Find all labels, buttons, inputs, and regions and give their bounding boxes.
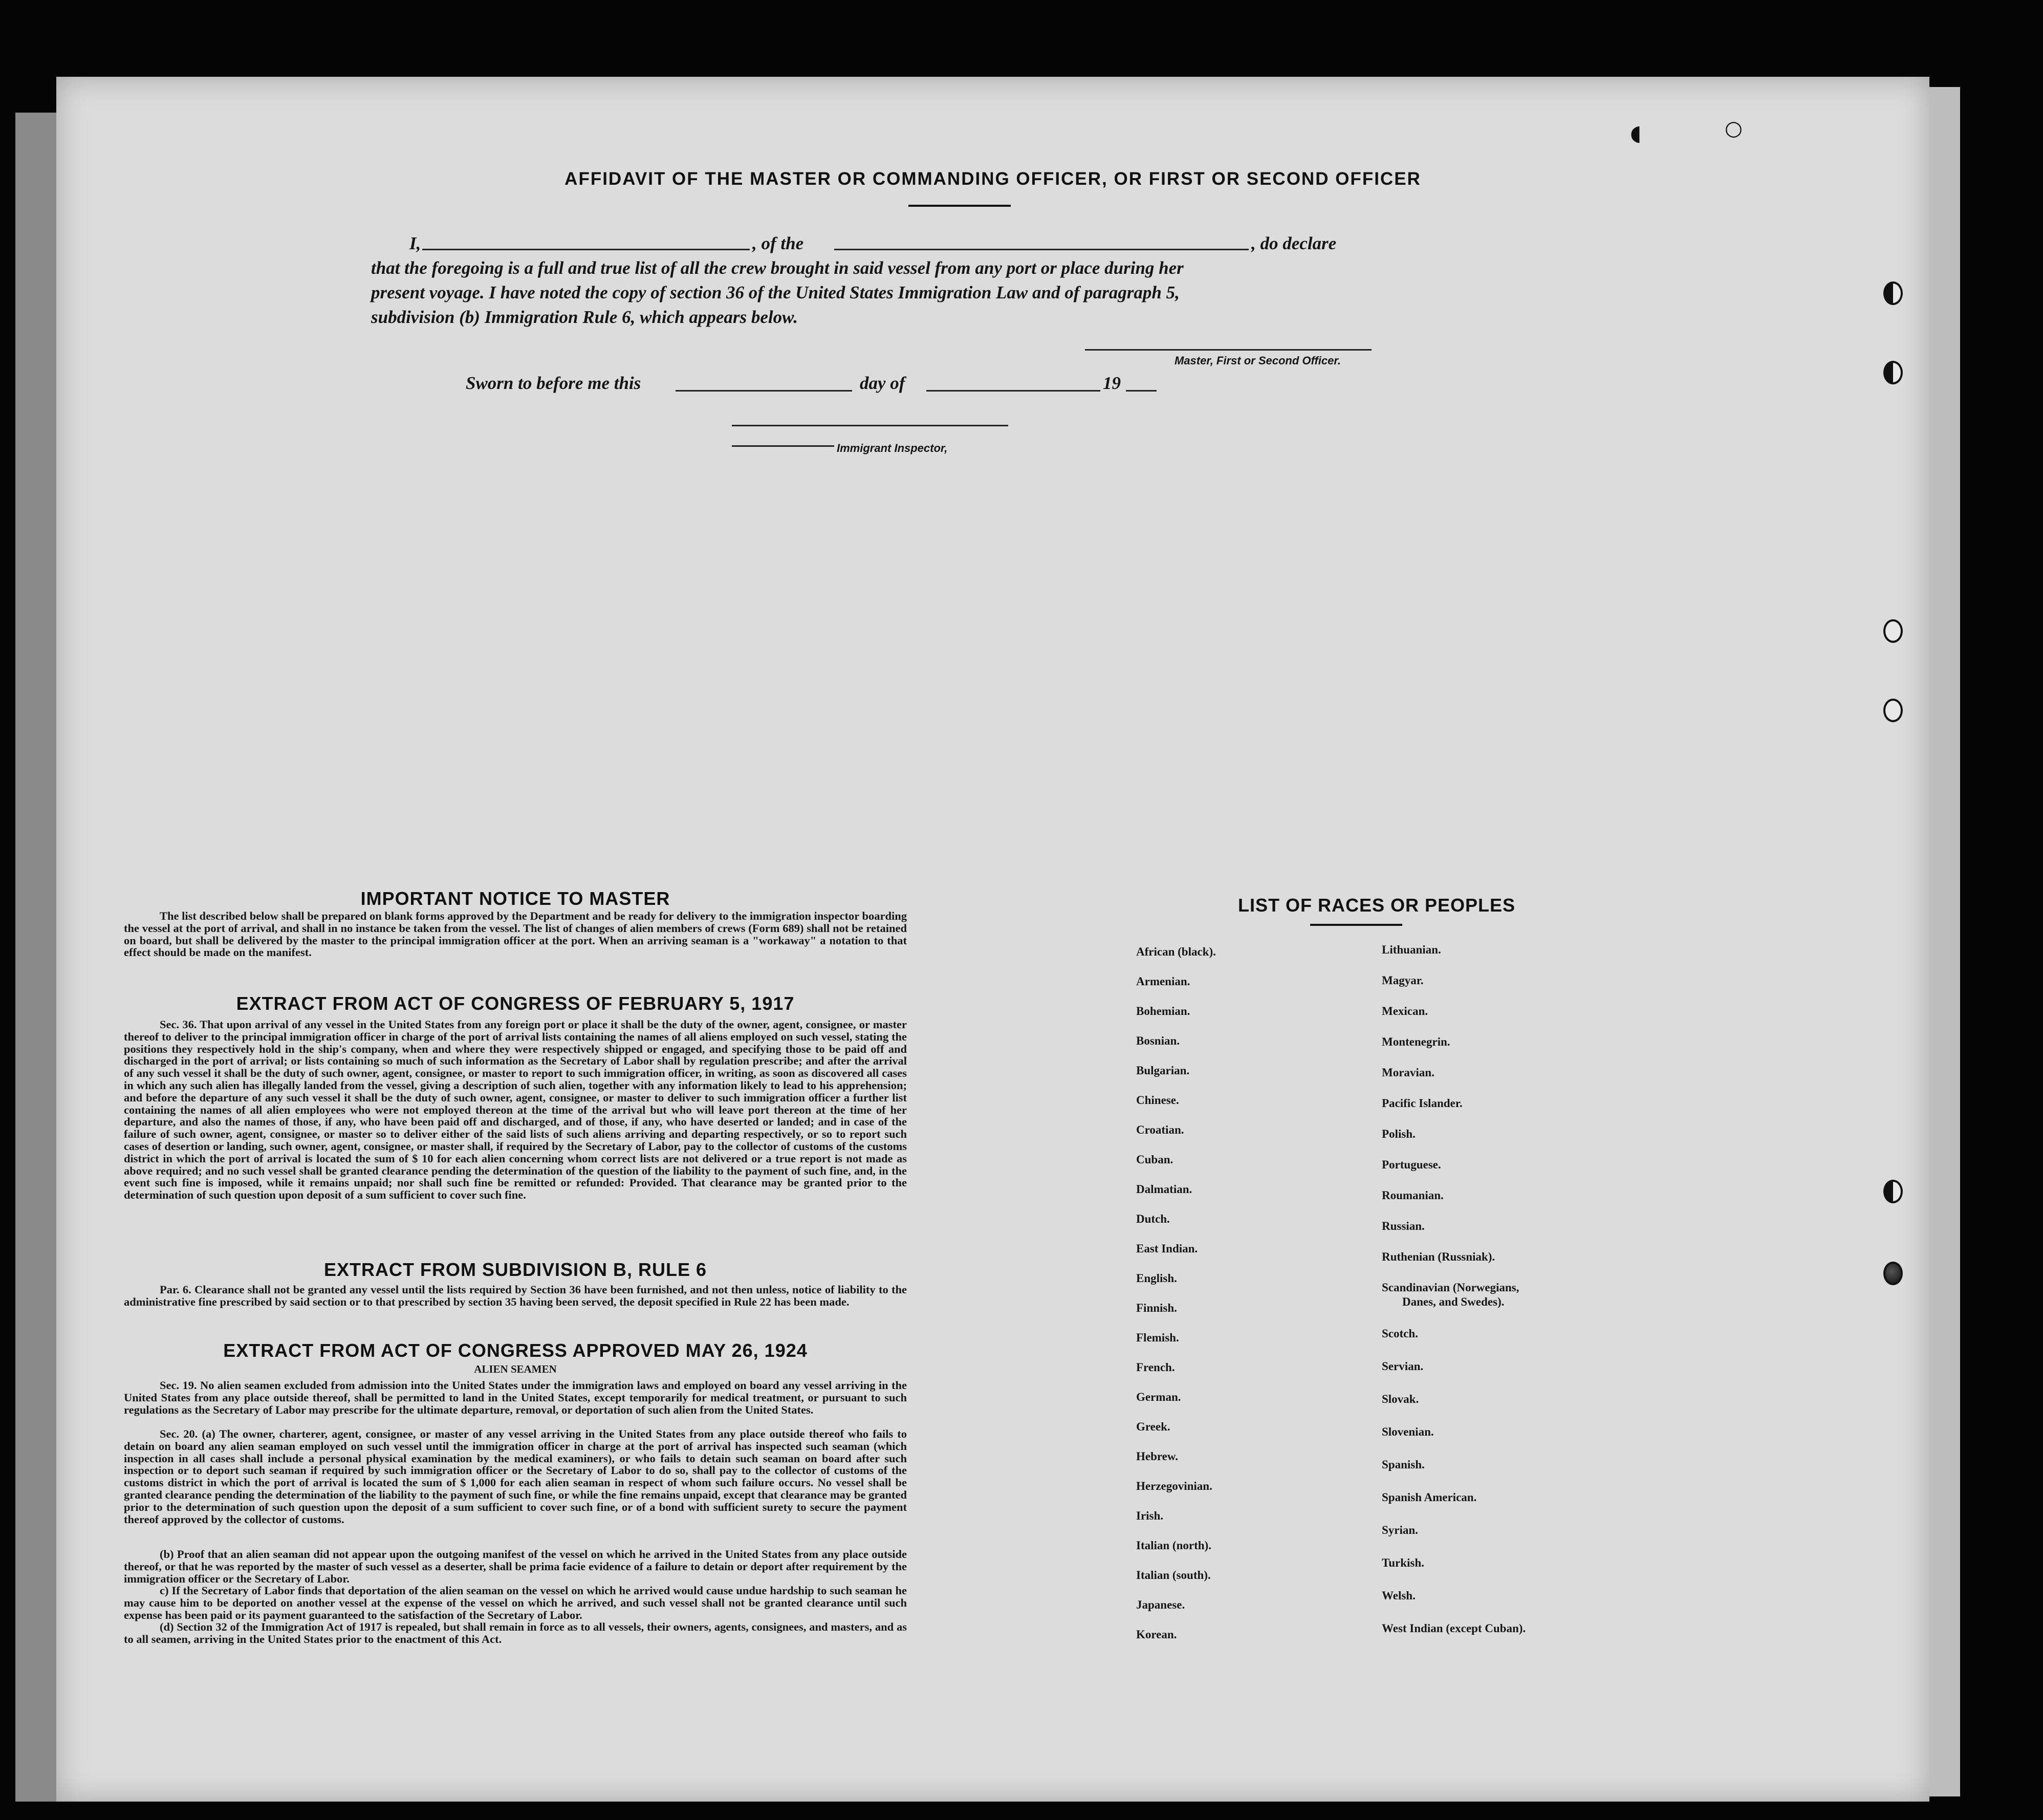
- race-right-item: Lithuanian.: [1382, 943, 1441, 956]
- affidavit-word-i: I,: [409, 233, 421, 253]
- race-right-item: Spanish American.: [1382, 1491, 1477, 1504]
- race-left-item: African (black).: [1136, 945, 1216, 958]
- extract-1924-subtitle: ALIEN SEAMEN: [474, 1363, 557, 1375]
- race-left-item: Herzegovinian.: [1136, 1480, 1212, 1492]
- affidavit-word-of-the: , of the: [752, 233, 804, 253]
- notice-text: The list described below shall be prepared on blank forms approved by the Department and be ready for delivery to the immigration inspector boarding the vessel at the port of arrival, and shall in no instance be taken from the vessel. The list of changes of alien members of crews (Form 689) shall not be retained on board, but shall be delivered by the master to the principal immigration officer at the port. When an arriving seaman is a "workaway" a notation to that effect should be made on the manifest.: [124, 909, 907, 959]
- underlying-page-edge: [15, 113, 56, 1802]
- race-left-item: Chinese.: [1136, 1094, 1179, 1107]
- inspector-signature-line: [732, 425, 1008, 426]
- rule-6-text: Par. 6. Clearance shall not be granted any vessel until the lists required by Section 36 have been furnished, and not then unless, notice of liability to the administrative fine prescribed by said section or to that prescribed by section 35 having been served, the deposit specified in Rule 22 has been made.: [124, 1283, 907, 1308]
- race-left-item: Armenian.: [1136, 975, 1190, 988]
- race-left-item: East Indian.: [1136, 1242, 1198, 1255]
- affidavit-line-4: subdivision (b) Immigration Rule 6, which appears below.: [371, 307, 798, 327]
- race-left-item: Cuban.: [1136, 1153, 1173, 1166]
- year-prefix: 19: [1103, 373, 1121, 393]
- binder-hole-icon: [1883, 1180, 1903, 1203]
- sworn-year-line: [1126, 390, 1157, 392]
- binder-hole-icon: [1883, 281, 1903, 305]
- race-right-item: Slovenian.: [1382, 1425, 1434, 1438]
- race-right-item: Russian.: [1382, 1220, 1425, 1232]
- vessel-line: [834, 249, 1249, 250]
- affidavit-word-do-declare: , do declare: [1251, 233, 1337, 253]
- race-left-item: German.: [1136, 1391, 1181, 1403]
- sec-20b-text: (b) Proof that an alien seaman did not appear upon the outgoing manifest of the vessel on which he arrived in the United States from any place outside thereof, or that he was reported by the master of such vessel as a deserter, shall be prima facie evidence of a failure to detain or deport after requirement by the immigration officer or the Secretary of Labor.: [124, 1548, 907, 1585]
- affidavit-title: AFFIDAVIT OF THE MASTER OR COMMANDING OFFICER, OR FIRST OR SECOND OFFICER: [564, 169, 1421, 189]
- race-left-item: Bulgarian.: [1136, 1064, 1190, 1077]
- race-left-item: Croatian.: [1136, 1123, 1184, 1136]
- race-right-item: Mexican.: [1382, 1005, 1428, 1017]
- race-left-item: Bosnian.: [1136, 1034, 1180, 1047]
- race-left-item: Japanese.: [1136, 1598, 1185, 1611]
- race-right-item: Roumanian.: [1382, 1189, 1444, 1202]
- sworn-text: Sworn to before me this: [466, 373, 641, 393]
- races-title: LIST OF RACES OR PEOPLES: [1237, 895, 1516, 916]
- affidavit-line-3: present voyage. I have noted the copy of section 36 of the United States Immigration Law and of paragraph 5,: [371, 283, 1180, 302]
- extract-1917-title: EXTRACT FROM ACT OF CONGRESS OF FEBRUARY 5, 1917: [236, 993, 795, 1014]
- race-right-item: Scandinavian (Norwegians,: [1382, 1281, 1519, 1294]
- name-line: [422, 249, 750, 250]
- race-right-item: Welsh.: [1382, 1589, 1416, 1602]
- top-mark-icon: ◖: [1630, 120, 1642, 145]
- race-right-item: Syrian.: [1382, 1524, 1418, 1536]
- top-ring-mark-icon: ○: [1725, 117, 1743, 140]
- extract-1924-title: EXTRACT FROM ACT OF CONGRESS APPROVED MAY 26, 1924: [223, 1340, 808, 1361]
- race-right-item: Portuguese.: [1382, 1158, 1441, 1171]
- race-right-item: Scotch.: [1382, 1327, 1418, 1340]
- race-left-item: Greek.: [1136, 1420, 1170, 1433]
- affidavit-line-2: that the foregoing is a full and true list of all the crew brought in said vessel from any port or place during her: [371, 258, 1184, 278]
- race-right-item: Ruthenian (Russniak).: [1382, 1250, 1495, 1263]
- sec-20c-text: c) If the Secretary of Labor finds that deportation of the alien seaman on the vessel on which he arrived would cause undue hardship to such seaman he may cause him to be deported on another vessel at the expense of the vessel on which he arrived, and such vessel shall not be granted clearance until such expense has been paid or its payment guaranteed to the satisfaction of the Secretary of Labor.: [124, 1584, 907, 1621]
- document-page: [56, 77, 1929, 1802]
- sworn-day-line: [676, 390, 852, 392]
- notice-title: IMPORTANT NOTICE TO MASTER: [360, 888, 670, 909]
- race-left-item: Italian (north).: [1136, 1539, 1211, 1552]
- race-right-item: Turkish.: [1382, 1556, 1424, 1569]
- sec-20d-text: (d) Section 32 of the Immigration Act of 1917 is repealed, but shall remain in force as to all vessels, their owners, agents, consignees, and masters, and as to all seamen, arriving in the United States prior to the enactment of this Act.: [124, 1620, 907, 1645]
- race-left-item: Dalmatian.: [1136, 1183, 1192, 1196]
- race-left-item: Flemish.: [1136, 1331, 1179, 1344]
- race-left-item: Finnish.: [1136, 1302, 1177, 1314]
- binder-hole-icon: [1883, 361, 1903, 384]
- race-left-item: Irish.: [1136, 1509, 1164, 1522]
- right-page-edge: [1929, 87, 1960, 1796]
- race-right-item: Danes, and Swedes).: [1402, 1295, 1505, 1308]
- binder-hole-icon: [1883, 699, 1903, 722]
- race-right-item: Polish.: [1382, 1128, 1416, 1140]
- race-left-item: Hebrew.: [1136, 1450, 1178, 1463]
- race-left-item: Bohemian.: [1136, 1005, 1190, 1017]
- race-left-item: English.: [1136, 1272, 1177, 1285]
- signature-caption: Master, First or Second Officer.: [1175, 354, 1341, 367]
- race-right-item: Montenegrin.: [1382, 1035, 1450, 1048]
- race-right-item: Slovak.: [1382, 1393, 1419, 1405]
- inspector-short-line: [732, 445, 834, 447]
- race-left-item: French.: [1136, 1361, 1175, 1374]
- affidavit-title-rule: [908, 205, 1011, 207]
- binder-hole-icon: [1883, 619, 1903, 643]
- race-right-item: West Indian (except Cuban).: [1382, 1622, 1526, 1635]
- race-right-item: Magyar.: [1382, 974, 1424, 987]
- race-right-item: Servian.: [1382, 1360, 1424, 1373]
- race-right-item: Spanish.: [1382, 1458, 1425, 1471]
- race-left-item: Dutch.: [1136, 1212, 1170, 1225]
- sec-19-text: Sec. 19. No alien seamen excluded from admission into the United States under the immigration laws and employed on board any vessel arriving in the United States from any place outside thereof, shall be permitted to land in the United States, except temporarily for medical treatment, or pursuant to such regulations as the Secretary of Labor may prescribe for the ultimate departure, removal, or deportation of such alien from the United States.: [124, 1379, 907, 1416]
- day-of-text: day of: [860, 373, 905, 393]
- races-title-rule: [1310, 924, 1402, 926]
- race-right-item: Pacific Islander.: [1382, 1097, 1463, 1110]
- rule-6-title: EXTRACT FROM SUBDIVISION B, RULE 6: [323, 1259, 707, 1280]
- signature-line: [1085, 349, 1372, 351]
- extract-1917-text: Sec. 36. That upon arrival of any vessel in the United States from any foreign port or place it shall be the duty of the owner, agent, consignee, or master thereof to deliver to the principal immigration officer in charge of the port of arrival lists containing the names of all aliens employed on such vessel, stating the positions they respectively hold in the ship's company, when and where they were respectively shipped or engaged, and specifying those to be paid off and discharged in the port of arrival; or lists containing so much of such information as the Secretary of Labor shall by regulation prescribe; and after the arrival of any such vessel it shall be the duty of such owner, agent, consignee, or master to report to such immigration officer, in writing, as soon as discovered all cases in which any such alien has illegally landed from the vessel, giving a description of such alien, together with any information likely to lead to his apprehension; and before the departure of any such vessel it shall be the duty of such owner, agent, consignee, or master to deliver to such immigration officer a further list containing the names of all alien employees who were not employed thereon at the time of the arrival but who will leave port thereon at the time of her departure, and also the names of those, if any, who have been paid off and discharged, and of those, if any, who have deserted or landed; and in case of the failure of such owner, agent, consignee, or master so to deliver either of the said lists of such aliens arriving and departing respectively, or so to report such cases of desertion or landing, such owner, agent, consignee, or master shall, if required by the Secretary of Labor, pay to the collector of customs of the customs district in which the port of arrival is located the sum of $ 10 for each alien concerning whom correct lists are not delivered or a true report is not made as above required; and no such vessel shall be granted clearance pending the determination of the question of the liability to the payment of such fine, and, in the event such fine is imposed, while it remains unpaid; nor shall such fine be remitted or refunded: Provided. That clearance may be granted prior to the determination of such question upon deposit of a sum sufficient to cover such fine.: [124, 1018, 907, 1202]
- race-left-item: Italian (south).: [1136, 1569, 1211, 1581]
- binder-hole-icon: [1883, 1262, 1903, 1285]
- race-left-item: Korean.: [1136, 1628, 1177, 1641]
- sworn-month-line: [926, 390, 1100, 392]
- race-right-item: Moravian.: [1382, 1066, 1435, 1079]
- inspector-caption: Immigrant Inspector,: [837, 442, 948, 454]
- sec-20a-text: Sec. 20. (a) The owner, charterer, agent, consignee, or master of any vessel arriving in the United States from any place outside thereof who fails to detain on board any alien seaman employed on such vessel until the immigration officer in charge at the port of arrival has inspected such seaman (which inspection in all cases shall include a personal physical examination by the medical examiners), or who fails to detain such seaman on board after such inspection or to deport such seaman if required by such immigration officer or the Secretary of Labor to do so, shall pay to the collector of customs of the customs district in which the port of arrival is located the sum of $ 1,000 for each alien seaman in respect of whom such failure occurs. No vessel shall be granted clearance pending the determination of the liability to the payment of such fine, or while the fine remains unpaid, except that clearance may be granted prior to the determination of such question upon the deposit of a sum sufficient to cover such fine, or of a bond with sufficient surety to secure the payment thereof approved by the collector of customs.: [124, 1427, 907, 1526]
